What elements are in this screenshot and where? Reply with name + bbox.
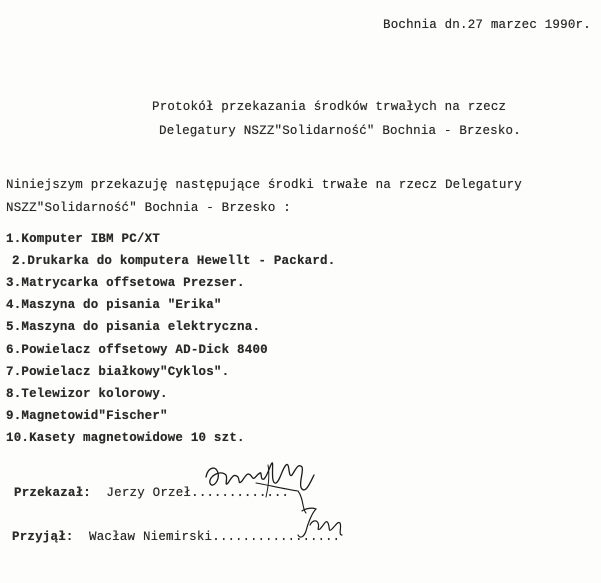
intro-line-1: Niniejszym przekazuję następujące środki trwałe na rzecz Delegatury	[6, 178, 522, 192]
list-item: 4.Maszyna do pisania "Erika"	[6, 298, 222, 312]
received-name: Wacław Niemirski.	[89, 530, 220, 544]
list-item: 9.Magnetowid"Fischer"	[6, 409, 168, 423]
list-item: 1.Komputer IBM PC/XT	[6, 232, 161, 246]
handed-over-name: Jerzy Orzeł.	[106, 486, 199, 500]
received-row	[12, 530, 340, 544]
handed-over-dots: ............	[198, 486, 289, 500]
date-line: Bochnia dn.27 marzec 1990r.	[383, 18, 591, 32]
intro-line-2: NSZZ"Solidarność" Bochnia - Brzesko :	[6, 201, 291, 215]
handed-over-label: Przekazał:	[14, 486, 92, 500]
received-dots: ................	[219, 530, 340, 544]
list-item: 7.Powielacz białkowy"Cyklos".	[6, 365, 230, 379]
title-line-2: Delegatury NSZZ"Solidarność" Bochnia - Brzesko.	[159, 124, 521, 138]
title-line-1: Protokół przekazania środków trwałych na rzecz	[152, 100, 507, 114]
list-item: 5.Maszyna do pisania elektryczna.	[6, 320, 261, 334]
received-label: Przyjął:	[12, 530, 74, 544]
handed-over-row	[14, 486, 289, 500]
handwritten-signature-1	[198, 455, 328, 515]
list-item: 3.Matrycarka offsetowa Prezser.	[6, 276, 245, 290]
list-item: 2.Drukarka do komputera Hewellt - Packard.	[12, 254, 336, 268]
list-item: 10.Kasety magnetowidowe 10 szt.	[6, 431, 245, 445]
list-item: 8.Telewizor kolorowy.	[6, 387, 168, 401]
list-item: 6.Powielacz offsetowy AD-Dick 8400	[6, 343, 268, 357]
